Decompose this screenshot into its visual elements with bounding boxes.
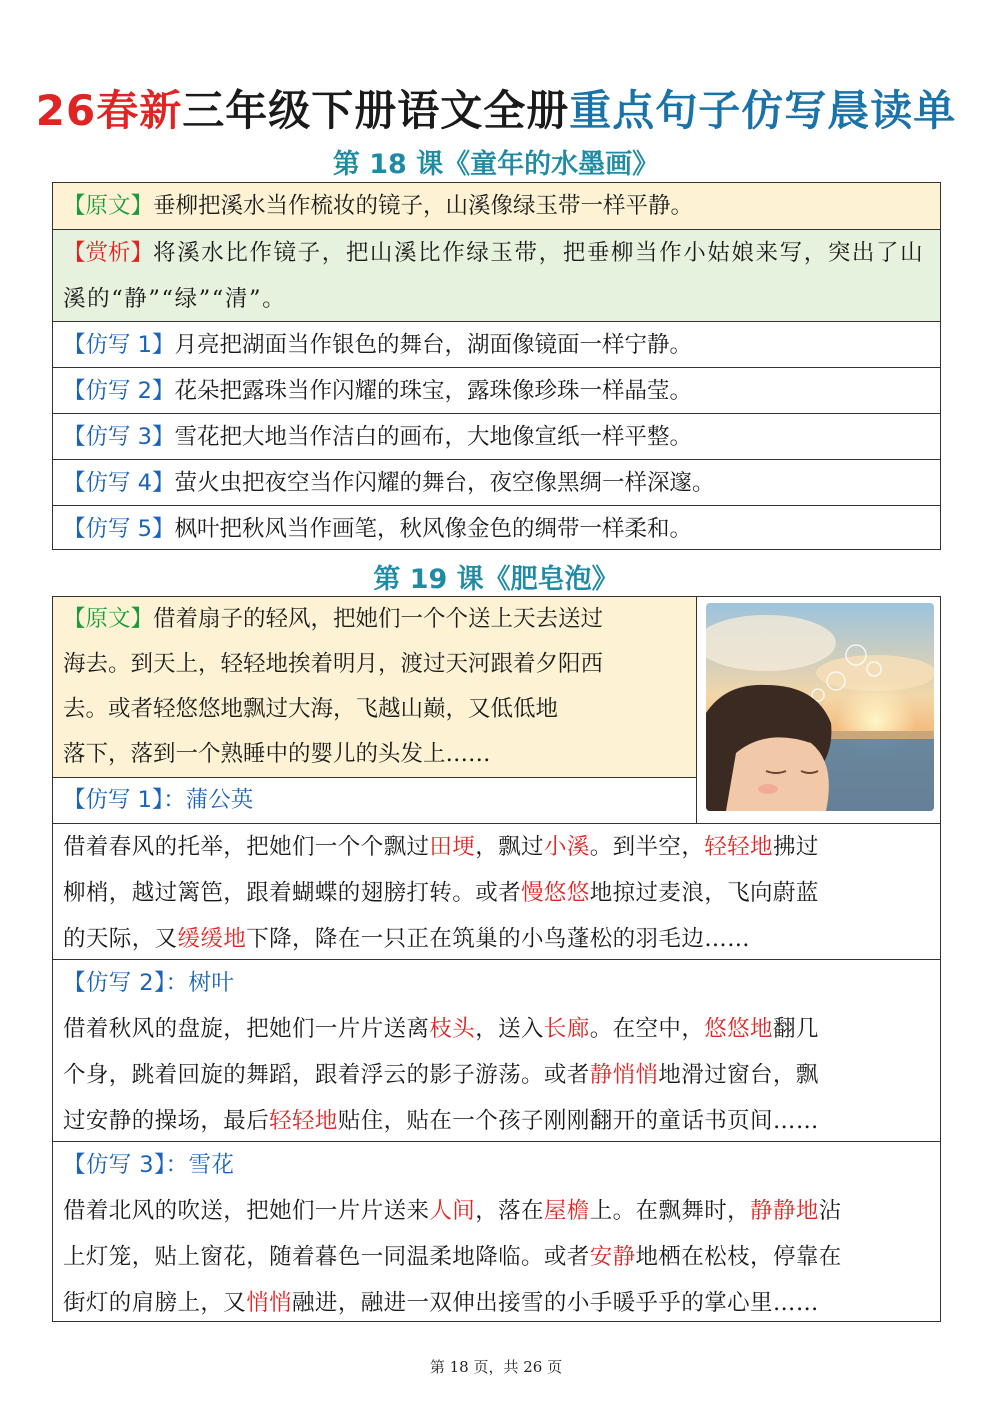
- lesson-18-heading: 第 18 课《童年的水墨画》: [332, 149, 660, 180]
- original-line: 落下，落到一个熟睡中的婴儿的头发上……: [63, 741, 491, 767]
- imitation-text: 花朵把露珠当作闪耀的珠宝，露珠像珍珠一样晶莹。: [174, 378, 692, 404]
- highlighted-word: 悠悠地: [704, 1016, 773, 1042]
- imitation-1-paragraph: [53, 824, 940, 962]
- illustration-image: [706, 603, 934, 811]
- text-segment: 借着春风的托举，把她们一个个飘过: [63, 834, 430, 860]
- analysis-row: [53, 229, 940, 321]
- text-segment: 拂过: [772, 834, 819, 860]
- original-line: 海去。到天上，轻轻地挨着明月，渡过天河跟着夕阳西: [63, 651, 604, 677]
- original-line: 去。或者轻悠悠地飘过大海，飞越山巅，又低低地: [63, 696, 559, 722]
- highlighted-word: 枝头: [429, 1016, 476, 1042]
- imitation-text: 枫叶把秋风当作画笔，秋风像金色的绸带一样柔和。: [174, 516, 692, 542]
- text-segment: ，飘过: [475, 834, 544, 860]
- imitation-label: 【仿写 1】: [63, 332, 175, 358]
- original-label: 【原文】: [63, 606, 154, 632]
- imitation-label: 【仿写 4】: [63, 470, 175, 496]
- highlighted-word: 屋檐: [543, 1198, 590, 1224]
- highlighted-word: 长廊: [543, 1016, 590, 1042]
- highlighted-word: 小溪: [543, 834, 590, 860]
- highlighted-word: 静静地: [750, 1198, 819, 1224]
- paragraph-line: [63, 1006, 930, 1052]
- imitation-label: 【仿写 3】：雪花: [63, 1152, 235, 1178]
- text-segment: 过安静的操场，最后: [63, 1108, 270, 1134]
- imitation-2-header: [53, 960, 940, 1006]
- original-row: [53, 183, 940, 229]
- highlighted-word: 田埂: [429, 834, 476, 860]
- text-segment: 上。在飘舞时，: [589, 1198, 751, 1224]
- highlighted-word: 静悄悄: [589, 1062, 659, 1088]
- imitation-3-paragraph: [53, 1188, 940, 1326]
- text-segment: 柳梢，越过篱笆，跟着蝴蝶的翅膀打转。或者: [63, 880, 522, 906]
- highlighted-word: 缓缓地: [177, 926, 247, 952]
- imitation-text: 雪花把大地当作洁白的画布，大地像宣纸一样平整。: [174, 424, 692, 450]
- imitation-label: 【仿写 1】：蒲公英: [63, 787, 254, 813]
- boy-bubbles-illustration: [706, 603, 934, 811]
- text-segment: 街灯的肩膀上，又: [63, 1290, 247, 1316]
- highlighted-word: 轻轻地: [269, 1108, 338, 1134]
- imitation-label: 【仿写 5】: [63, 516, 175, 542]
- text-segment: 上灯笼，贴上窗花，随着暮色一同温柔地降临。或者: [63, 1244, 590, 1270]
- text-segment: ，落在: [475, 1198, 544, 1224]
- page-footer: 第 18 页，共 26 页: [429, 1358, 563, 1376]
- text-segment: 贴住，贴在一个孩子刚刚翻开的童话书页间……: [337, 1108, 819, 1134]
- paragraph-line: [63, 1098, 930, 1144]
- imitation-1-header: [53, 777, 697, 823]
- text-segment: 个身，跳着回旋的舞蹈，跟着浮云的影子游荡。或者: [63, 1062, 590, 1088]
- text-segment: 地滑过窗台，飘: [658, 1062, 819, 1088]
- text-segment: 下降，降在一只正在筑巢的小鸟蓬松的羽毛边……: [246, 926, 751, 952]
- imitation-label: 【仿写 2】：树叶: [63, 970, 235, 996]
- text-segment: 借着秋风的盘旋，把她们一片片送离: [63, 1016, 430, 1042]
- original-text: 垂柳把溪水当作梳妆的镜子，山溪像绿玉带一样平静。: [153, 193, 694, 219]
- highlighted-word: 安静: [589, 1244, 636, 1270]
- page-title: [0, 78, 992, 138]
- imitation-row: [53, 367, 940, 413]
- text-segment: 。到半空，: [589, 834, 705, 860]
- imitation-3-block: [53, 1141, 940, 1321]
- text-segment: 地栖在松枝，停靠在: [635, 1244, 842, 1270]
- analysis-text: 将溪水比作镜子，把山溪比作绿玉带，把垂柳当作小姑娘来写，突出了山溪的“静”“绿”“清”。: [63, 240, 925, 312]
- paragraph-line: [63, 1280, 930, 1326]
- paragraph-line: [63, 1188, 930, 1234]
- imitation-row: [53, 413, 940, 459]
- paragraph-line: [63, 824, 930, 870]
- highlighted-word: 人间: [429, 1198, 476, 1224]
- analysis-label: 【赏析】: [63, 240, 154, 266]
- text-segment: 沾: [818, 1198, 842, 1224]
- text-segment: 的天际，又: [63, 926, 178, 952]
- imitation-label: 【仿写 3】: [63, 424, 175, 450]
- paragraph-line: [63, 1052, 930, 1098]
- imitation-text: 萤火虫把夜空当作闪耀的舞台，夜空像黑绸一样深邃。: [174, 470, 715, 496]
- imitation-2-paragraph: [53, 1006, 940, 1144]
- lesson-19-heading: 第 19 课《肥皂泡》: [373, 564, 619, 595]
- text-segment: 融进，融进一双伸出接雪的小手暖乎乎的掌心里……: [292, 1290, 819, 1316]
- text-segment: 翻几: [772, 1016, 819, 1042]
- title-part-2: 三年级下册语文全册: [182, 86, 570, 135]
- imitation-3-header: [53, 1142, 940, 1188]
- paragraph-line: [63, 916, 930, 962]
- lesson-18-table: [52, 182, 941, 550]
- imitation-row: [53, 505, 940, 551]
- paragraph-line: [63, 870, 930, 916]
- imitation-label: 【仿写 2】: [63, 378, 175, 404]
- original-line: 借着扇子的轻风，把她们一个个送上天去送过: [153, 606, 604, 632]
- original-label: 【原文】: [63, 193, 154, 219]
- title-part-1: 26春新: [35, 86, 183, 135]
- title-part-3: 重点句子仿写晨读单: [569, 86, 957, 135]
- imitation-text: 月亮把湖面当作银色的舞台，湖面像镜面一样宁静。: [174, 332, 692, 358]
- imitation-2-block: [53, 959, 940, 1141]
- imitation-row: [53, 321, 940, 367]
- text-segment: 借着北风的吹送，把她们一片片送来: [63, 1198, 430, 1224]
- highlighted-word: 悄悄: [246, 1290, 293, 1316]
- text-segment: 地掠过麦浪，飞向蔚蓝: [589, 880, 819, 906]
- lesson-19-original: [53, 597, 697, 777]
- paragraph-line: [63, 1234, 930, 1280]
- text-segment: 。在空中，: [589, 1016, 705, 1042]
- highlighted-word: 慢悠悠: [521, 880, 590, 906]
- imitation-1-body: [53, 823, 940, 959]
- highlighted-word: 轻轻地: [704, 834, 773, 860]
- imitation-row: [53, 459, 940, 505]
- text-segment: ，送入: [475, 1016, 544, 1042]
